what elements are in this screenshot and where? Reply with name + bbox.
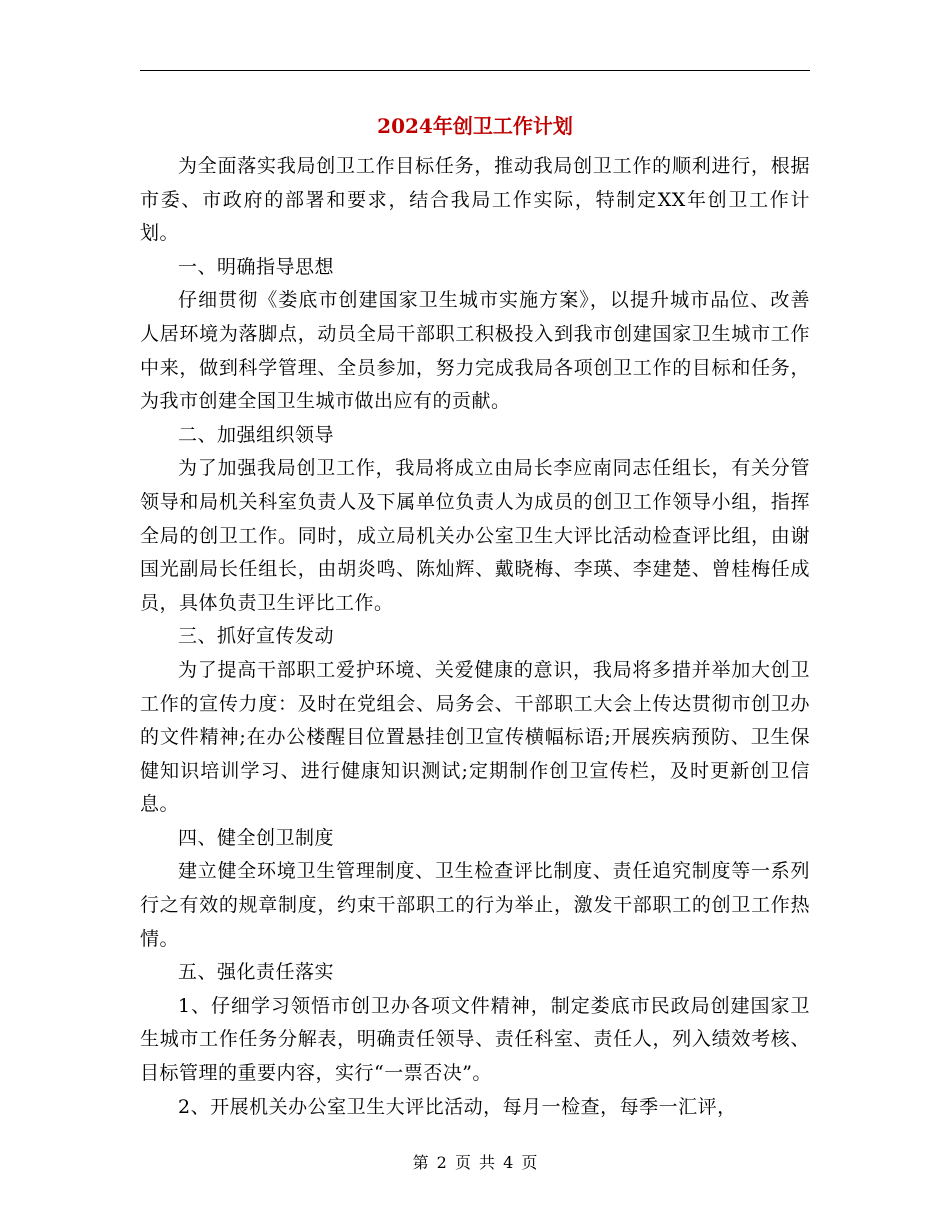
page-number: 第 2 页 共 4 页	[412, 1153, 538, 1172]
paragraph-section-2: 为了加强我局创卫工作，我局将成立由局长李应南同志任组长，有关分管领导和局机关科室负责人及下属单位负责人为成员的创卫工作领导小组，指挥全局的创卫工作。同时，成立局机关办公室卫生大评比活动检查评比组，由谢国光副局长任组长，由胡炎鸣、陈灿辉、戴晓梅、李瑛、李建楚、曾桂梅任成员，具体负责卫生评比工作。	[140, 457, 810, 614]
document-body	[140, 150, 810, 1124]
header-rule	[140, 70, 810, 71]
section-heading-4: 四、健全创卫制度	[178, 826, 335, 849]
paragraph-intro: 为全面落实我局创卫工作目标任务，推动我局创卫工作的顺利进行，根据市委、市政府的部署和要求，结合我局工作实际，特制定XX年创卫工作计划。	[140, 155, 810, 245]
paragraph-section-4: 建立健全环境卫生管理制度、卫生检查评比制度、责任追究制度等一系列行之有效的规章制度，约束干部职工的行为举止，激发干部职工的创卫工作热情。	[140, 860, 810, 950]
section-heading-1: 一、明确指导思想	[178, 255, 335, 278]
paragraph-item-2: 2、开展机关办公室卫生大评比活动，每月一检查，每季一汇评，	[178, 1095, 737, 1118]
document-title: 2024年创卫工作计划	[377, 114, 573, 138]
section-heading-3: 三、抓好宣传发动	[178, 625, 335, 648]
paragraph-item-1: 1、仔细学习领悟市创卫办各项文件精神，制定娄底市民政局创建国家卫生城市工作任务分解表，明确责任领导、责任科室、责任人，列入绩效考核、目标管理的重要内容，实行“一票否决”。	[140, 994, 810, 1085]
paragraph-section-3: 为了提高干部职工爱护环境、关爱健康的意识，我局将多措并举加大创卫工作的宣传力度：及时在党组会、局务会、干部职工大会上传达贯彻市创卫办的文件精神;在办公楼醒目位置悬挂创卫宣传横幅标语;开展疾病预防、卫生保健知识培训学习、进行健康知识测试;定期制作创卫宣传栏，及时更新创卫信息。	[140, 658, 810, 816]
section-heading-2: 二、加强组织领导	[178, 423, 335, 446]
paragraph-section-1: 仔细贯彻《娄底市创建国家卫生城市实施方案》，以提升城市品位、改善人居环境为落脚点，动员全局干部职工积极投入到我市创建国家卫生城市工作中来，做到科学管理、全员参加，努力完成我局各项创卫工作的目标和任务，为我市创建全国卫生城市做出应有的贡献。	[140, 289, 810, 413]
section-heading-5: 五、强化责任落实	[178, 961, 335, 984]
